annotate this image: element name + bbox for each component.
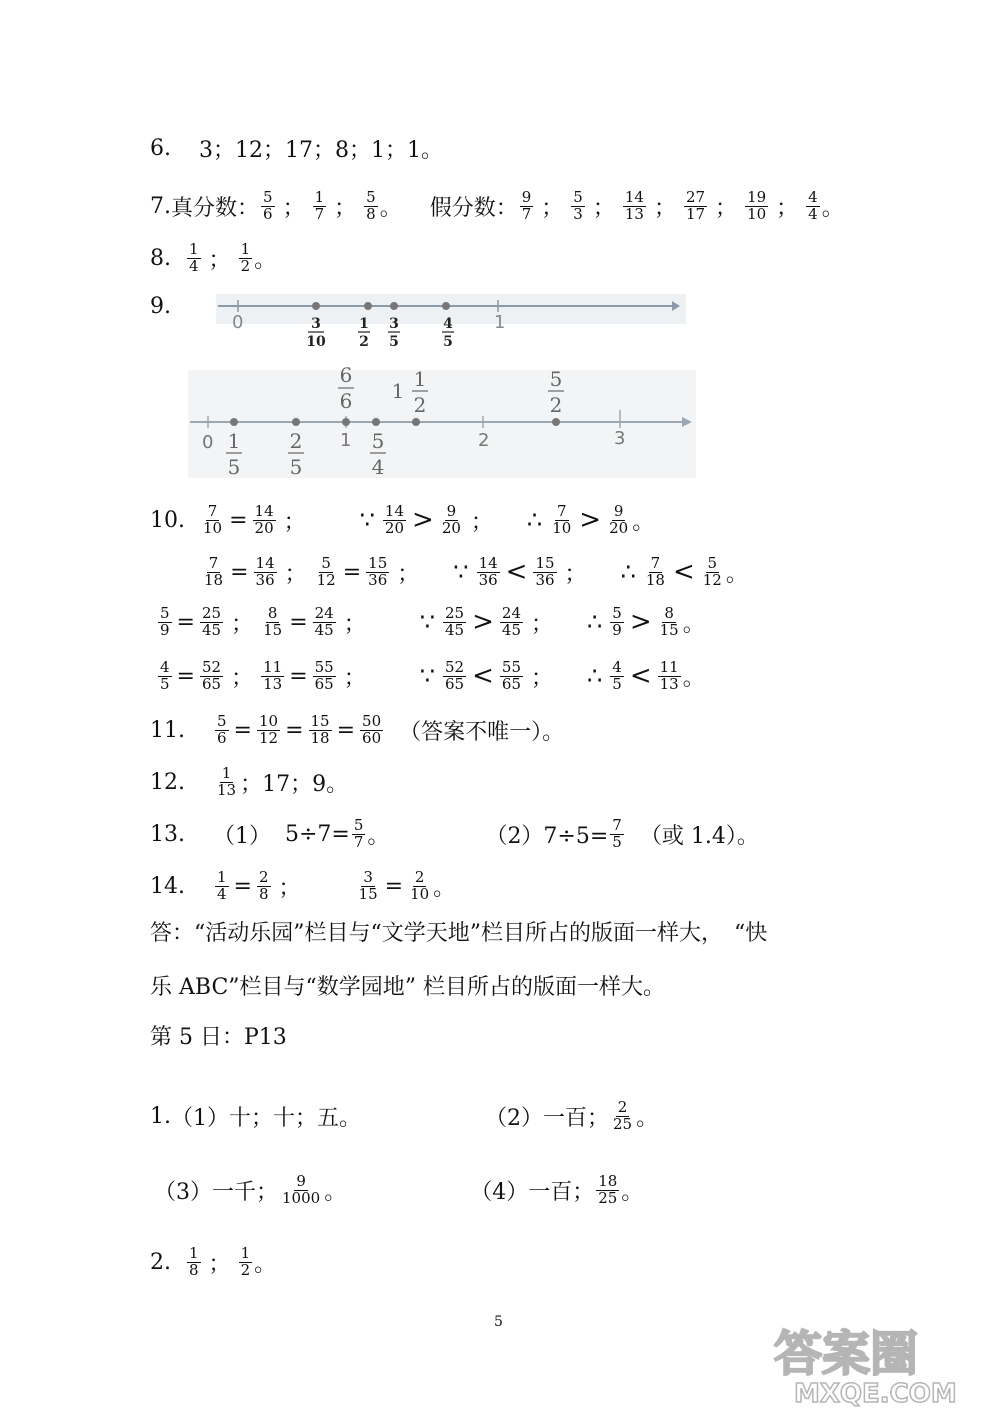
point-label-den: 2 — [549, 393, 563, 417]
point-label-den: 5 — [389, 334, 399, 350]
q9-line — [150, 280, 171, 332]
fraction: $\frac{5}{8}$ — [366, 187, 376, 223]
fraction: $\frac{15}{36}$ — [535, 553, 555, 589]
fraction: $\frac{1}{4}$ — [217, 867, 227, 903]
point-label-num: 3 — [311, 316, 321, 332]
fraction: $\frac{5}{6}$ — [263, 187, 273, 223]
q13-label: 13. — [150, 821, 185, 847]
point-label-num: 6 — [339, 363, 353, 387]
fraction: $\frac{24}{45}$ — [501, 603, 521, 639]
fraction: $\frac{14}{36}$ — [255, 553, 275, 589]
fraction: $\frac{4}{4}$ — [808, 187, 818, 223]
number-lines — [186, 288, 706, 494]
fraction: $\frac{5}{12}$ — [316, 553, 336, 589]
d5-q1-row-1: 1. （1）十；十；五。 （2）一百； $\frac{2}{25}$ 。 — [150, 1097, 659, 1133]
fraction: $\frac{18}{25}$ — [598, 1171, 618, 1207]
point-label-den: 2 — [359, 334, 369, 350]
q11-note: （答案不唯一）。 — [399, 719, 565, 745]
fraction: $\frac{15}{18}$ — [310, 711, 330, 747]
fraction: $\frac{14}{13}$ — [624, 187, 644, 223]
q9-label: 9. — [150, 293, 171, 319]
svg-text:MXQE.COM: MXQE.COM — [794, 1379, 957, 1408]
d5-q2-label: 2. — [150, 1249, 171, 1275]
q8-label: 8. — [150, 245, 171, 271]
point-marker — [312, 302, 320, 310]
q11-line: 11. $\frac{5}{6}$ = $\frac{10}{12}$ = $\frac{15}{18}$ = $\frac{50}{60}$ （答案不唯一）。 — [150, 711, 565, 747]
point-label-den: 4 — [371, 455, 385, 479]
day-heading: 第 5 日：P13 — [150, 1025, 287, 1050]
fraction: $\frac{7}{10}$ — [552, 501, 572, 537]
q12-line — [150, 756, 348, 808]
mixed-whole: 1 — [391, 379, 405, 403]
point-label-num: 2 — [289, 429, 303, 453]
q10-row-2: $\frac{7}{18}$ = $\frac{14}{36}$ ； $\frac{5}{12}$ = $\frac{15}{36}$ ； ∵ $\frac{14}{36}$ < $\frac{15}{36}$ ； ∴ $\frac{7}{18}$ < $\frac{5}{12}$ 。 — [204, 553, 748, 589]
fraction: $\frac{14}{36}$ — [478, 553, 498, 589]
fraction: $\frac{2}{8}$ — [258, 867, 269, 903]
fraction: $\frac{55}{65}$ — [314, 657, 334, 693]
fraction: $\frac{25}{45}$ — [445, 603, 465, 639]
fraction: $\frac{11}{13}$ — [659, 657, 679, 693]
fraction: $\frac{52}{65}$ — [201, 657, 222, 693]
q6-label: 6. — [150, 135, 171, 161]
because-symbol: ∵ — [453, 558, 469, 586]
page-number: 5 — [494, 1314, 503, 1330]
fraction: $\frac{7}{18}$ — [204, 553, 224, 589]
fraction: $\frac{27}{17}$ — [685, 187, 706, 223]
fraction: $\frac{50}{60}$ — [362, 711, 382, 747]
fraction: $\frac{7}{18}$ — [645, 553, 665, 589]
therefore-symbol: ∴ — [587, 662, 603, 690]
q10-row-3: $\frac{5}{9}$ = $\frac{25}{45}$ ； $\frac{8}{15}$ = $\frac{24}{45}$ ； ∵ $\frac{25}{45}$ > $\frac{24}{45}$ ； ∴ $\frac{5}{9}$ > $\frac{8}{15}$ 。 — [160, 603, 705, 639]
point-marker — [230, 418, 238, 426]
fraction: $\frac{11}{13}$ — [263, 657, 283, 693]
point-marker — [552, 418, 560, 426]
therefore-symbol: ∴ — [587, 608, 603, 636]
point-marker — [342, 418, 350, 426]
q6-line — [150, 122, 443, 174]
d5-q1-row-2: （3）一千； $\frac{9}{1000}$ 。 （4）一百； $\frac{18}{25}$ 。 — [154, 1171, 644, 1207]
q11-label: 11. — [150, 717, 185, 743]
point-label-num: 1 — [227, 429, 241, 453]
point-marker — [364, 302, 372, 310]
watermark-icon — [770, 1318, 1000, 1408]
fraction: $\frac{52}{65}$ — [445, 657, 465, 693]
q7-line: 7. 真分数： $\frac{5}{6}$ ； $\frac{1}{7}$ ； $\frac{5}{8}$ 。 假分数： $\frac{9}{7}$ ； $\frac{5}{3}$ ； $\frac{14}{13}$ ； $\frac{27}{17}$ ； $\frac{19}{10}$ ； $\frac{4}{4}$ 。 — [150, 187, 844, 223]
answer-line-2: 乐 ABC”栏目与“数学园地” 栏目所占的版面一样大。 — [150, 975, 666, 1000]
q7-label: 7. — [150, 193, 171, 219]
tick-label: 2 — [478, 430, 490, 451]
therefore-symbol: ∴ — [526, 506, 543, 534]
q14-label: 14. — [150, 873, 185, 899]
fraction: $\frac{24}{45}$ — [314, 603, 334, 639]
point-label-num: 4 — [443, 316, 453, 332]
watermark-logo — [770, 1318, 1000, 1408]
fraction: $\frac{5}{7}$ — [353, 815, 364, 851]
point-label-den: 10 — [306, 334, 326, 350]
q12-label: 12. — [150, 769, 185, 795]
fraction: $\frac{4}{5}$ — [612, 657, 622, 693]
point-label-num: 5 — [549, 367, 563, 391]
fraction: $\frac{19}{10}$ — [747, 187, 767, 223]
q6-text: 3；12；17；8；1；1。 — [199, 137, 443, 163]
point-label-num: 1 — [359, 316, 369, 332]
d5-q2-line: 2. $\frac{1}{8}$ ； $\frac{1}{2}$ 。 — [150, 1243, 277, 1279]
point-label-den: 6 — [339, 389, 353, 413]
fraction: $\frac{1}{13}$ — [217, 763, 237, 799]
fraction: $\frac{8}{15}$ — [263, 603, 283, 639]
fraction: $\frac{9}{7}$ — [521, 187, 532, 223]
fraction: $\frac{2}{10}$ — [410, 867, 430, 903]
point-label-den: 2 — [413, 393, 427, 417]
svg-text:答案圈: 答案圈 — [774, 1326, 919, 1382]
point-label-den: 5 — [227, 455, 241, 479]
fraction: $\frac{5}{9}$ — [160, 603, 170, 639]
point-label-den: 5 — [443, 334, 453, 350]
fraction: $\frac{5}{9}$ — [612, 603, 622, 639]
point-marker — [442, 302, 450, 310]
q12-rest: ；17；9。 — [240, 771, 349, 797]
therefore-symbol: ∴ — [620, 558, 636, 586]
tick-label: 0 — [232, 312, 244, 333]
fraction: $\frac{15}{36}$ — [368, 553, 388, 589]
fraction: $\frac{2}{25}$ — [613, 1097, 633, 1133]
fraction: $\frac{1}{4}$ — [189, 239, 199, 275]
point-marker — [412, 418, 420, 426]
fraction: $\frac{14}{20}$ — [254, 501, 274, 537]
because-symbol: ∵ — [419, 608, 436, 636]
q13-line: 13. （1） 5÷7= $\frac{5}{7}$ 。 （2）7÷5= $\frac{7}{5}$ （或 1.4）。 — [150, 815, 759, 851]
fraction: $\frac{10}{12}$ — [258, 711, 279, 747]
fraction: $\frac{9}{1000}$ — [282, 1171, 321, 1207]
point-marker — [390, 302, 398, 310]
d5-q1-label: 1. — [150, 1103, 171, 1129]
fraction: $\frac{5}{12}$ — [702, 553, 722, 589]
fraction: $\frac{25}{45}$ — [201, 603, 222, 639]
q7-proper-label: 真分数： — [171, 195, 260, 221]
tick-label: 1 — [494, 312, 506, 333]
point-marker — [292, 418, 300, 426]
tick-label: 1 — [340, 430, 352, 451]
fraction: $\frac{1}{2}$ — [240, 1243, 251, 1279]
fraction: $\frac{7}{5}$ — [612, 815, 622, 851]
point-marker — [372, 418, 380, 426]
answer-line-1: 答：“活动乐园”栏目与“文学天地”栏目所占的版面一样大， “快 — [150, 921, 768, 946]
q10-label: 10. — [150, 507, 185, 533]
fraction: $\frac{1}{2}$ — [240, 239, 251, 275]
fraction: $\frac{8}{15}$ — [659, 603, 679, 639]
q10-row-4: $\frac{4}{5}$ = $\frac{52}{65}$ ； $\frac{11}{13}$ = $\frac{55}{65}$ ； ∵ $\frac{52}{65}$ < $\frac{55}{65}$ ； ∴ $\frac{4}{5}$ < $\frac{11}{13}$ 。 — [160, 657, 705, 693]
fraction: $\frac{55}{65}$ — [501, 657, 521, 693]
because-symbol: ∵ — [359, 506, 375, 534]
q7-improper-label: 假分数： — [429, 195, 518, 221]
q8-line: 8. $\frac{1}{4}$ ； $\frac{1}{2}$ 。 — [150, 239, 277, 275]
fraction: $\frac{9}{20}$ — [609, 501, 629, 537]
point-label-num: 1 — [413, 367, 427, 391]
q10-row-1: 10. $\frac{7}{10}$ = $\frac{14}{20}$ ； ∵ $\frac{14}{20}$ > $\frac{9}{20}$ ； ∴ $\frac{7}{10}$ > $\frac{9}{20}$ 。 — [150, 501, 655, 537]
because-symbol: ∵ — [419, 662, 436, 690]
fraction: $\frac{9}{20}$ — [441, 501, 461, 537]
fraction: $\frac{1}{7}$ — [314, 187, 325, 223]
point-label-num: 3 — [389, 316, 399, 332]
point-label-den: 5 — [289, 455, 303, 479]
point-label-num: 5 — [371, 429, 385, 453]
tick-label: 3 — [614, 428, 626, 449]
q14-line: 14. $\frac{1}{4}$ = $\frac{2}{8}$ ； $\frac{3}{15}$ = $\frac{2}{10}$ 。 — [150, 867, 456, 903]
fraction: $\frac{7}{10}$ — [203, 501, 223, 537]
fraction: $\frac{4}{5}$ — [160, 657, 170, 693]
fraction: $\frac{1}{8}$ — [189, 1243, 199, 1279]
fraction: $\frac{5}{6}$ — [217, 711, 227, 747]
fraction: $\frac{14}{20}$ — [384, 501, 405, 537]
fraction: $\frac{3}{15}$ — [358, 867, 378, 903]
fraction: $\frac{5}{3}$ — [573, 187, 583, 223]
number-lines-figure — [186, 288, 706, 488]
tick-label: 0 — [202, 432, 214, 453]
